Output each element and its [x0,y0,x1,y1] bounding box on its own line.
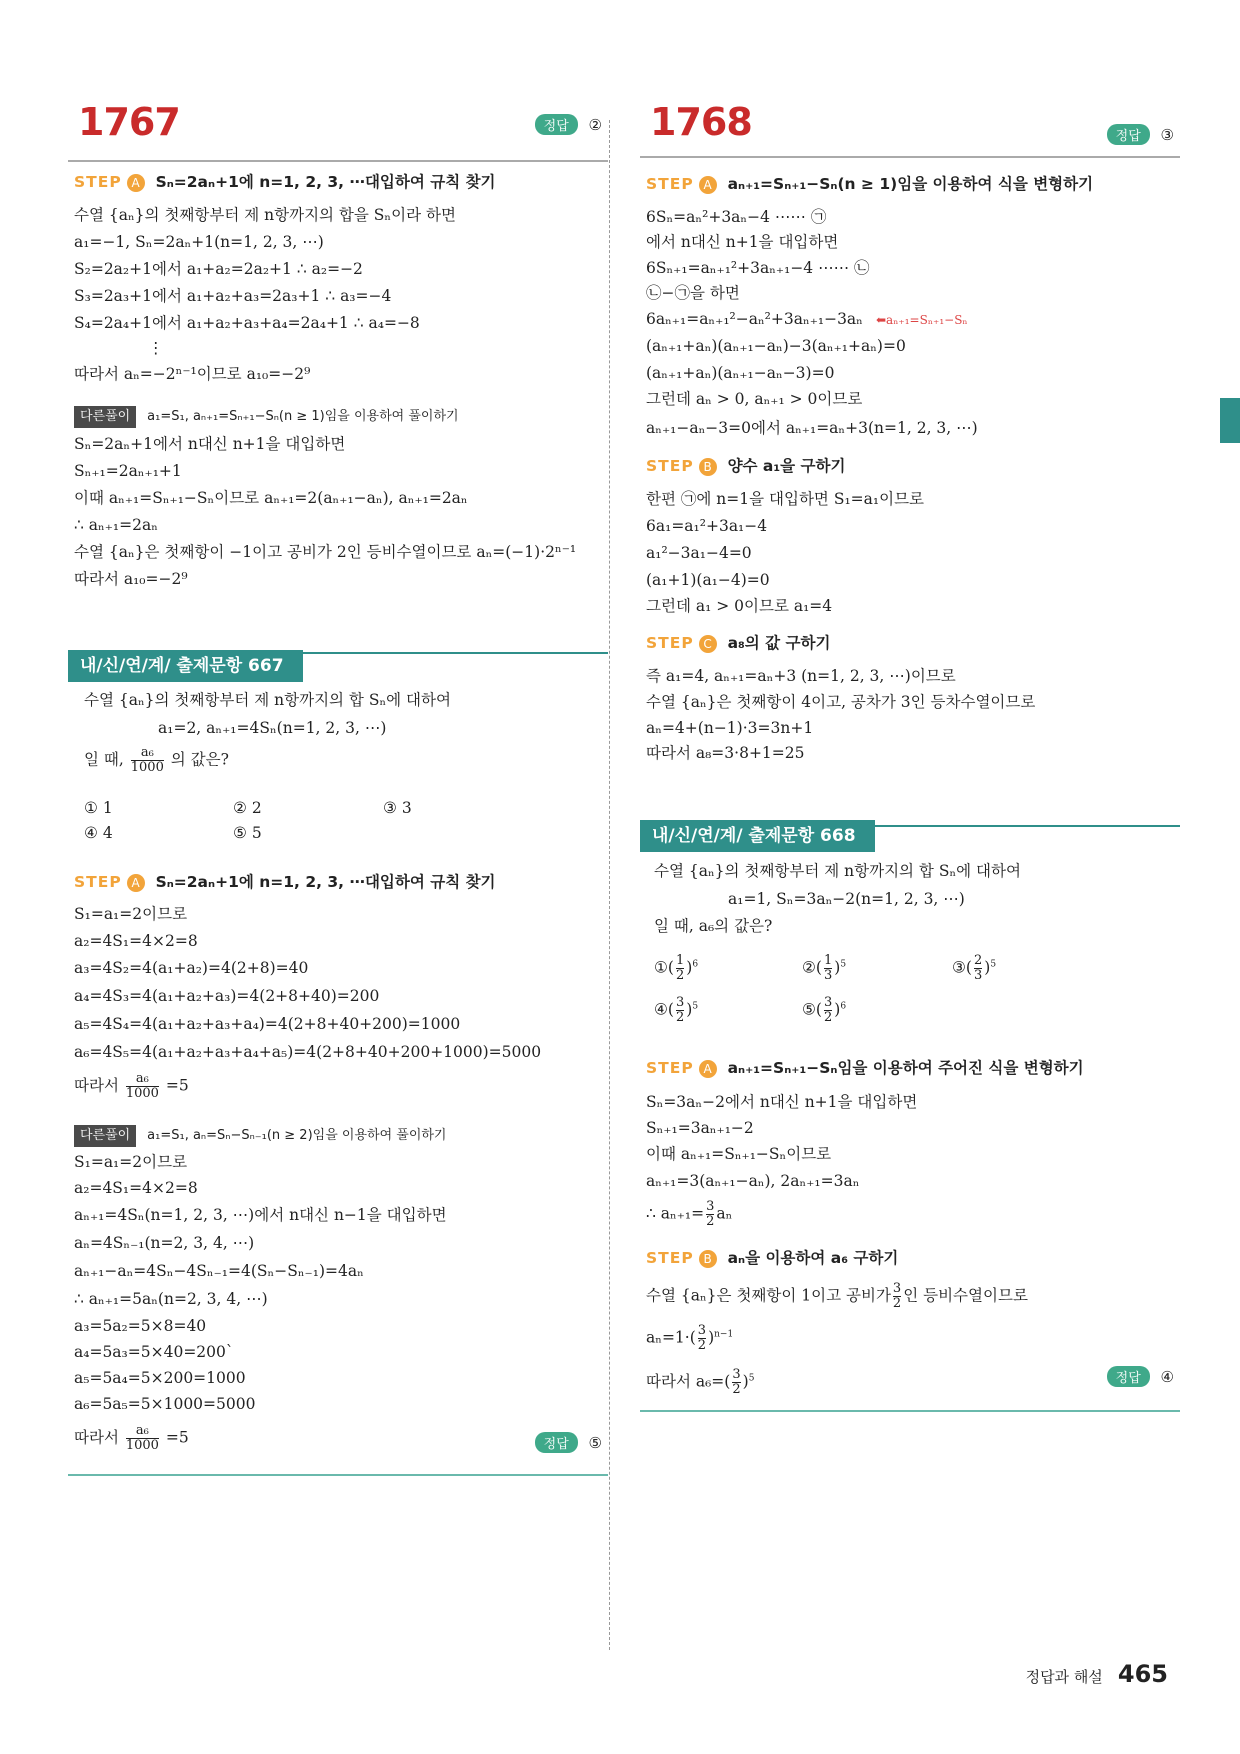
general-term-fraction [698,1324,706,1353]
solution-line: aₙ₊₁=3(aₙ₊₁−aₙ), 2aₙ₊₁=3aₙ [646,1172,860,1190]
answer-tag [1107,124,1174,145]
fraction-denominator: 3 [973,968,983,983]
step-title: Sₙ=2aₙ+1에 n=1, 2, 3, ⋯대입하여 규칙 찾기 [155,873,496,891]
page-number: 465 [1117,1660,1168,1688]
question-line: 일 때, a₆의 값은? [654,917,773,935]
ratio-fraction [893,1282,901,1311]
solution-line: 즉 a₁=4, aₙ₊₁=aₙ+3 (n=1, 2, 3, ⋯)이므로 [646,667,956,685]
answer-value: ⑤ [588,1434,602,1452]
solution-line: a₄=4S₃=4(a₁+a₂+a₃)=4(2+8+40)=200 [74,987,380,1005]
question-line: 수열 {aₙ}의 첫째항부터 제 n항까지의 합 Sₙ에 대하여 [84,691,451,709]
choice-4: ④ 4 [84,824,113,842]
solution-line: 수열 {aₙ}은 첫째항이 4이고, 공차가 3인 등차수열이므로 [646,693,1036,711]
solution-line: a₁=−1, Sₙ=2aₙ+1(n=1, 2, 3, ⋯) [74,233,324,251]
question-fraction [131,746,164,775]
fraction-denominator: 2 [706,1214,715,1229]
solution-line: (aₙ₊₁+aₙ)(aₙ₊₁−aₙ−3)=0 [646,364,835,382]
fraction-numerator: 3 [675,995,685,1010]
final-answer-tag [1107,1366,1174,1387]
solution-line: Sₙ₊₁=3aₙ₊₁−2 [646,1119,754,1137]
choice-mark: ② [802,958,816,977]
conclusion-value: =5 [165,1076,189,1095]
solution-line: a₆=5a₅=5×1000=5000 [74,1395,256,1413]
fraction-numerator: 1 [823,953,833,968]
page-footer [1026,1660,1168,1688]
exponent: 6 [692,959,699,970]
alt-solution-heading-2 [74,1124,447,1147]
problem-number: 1768 [650,100,752,144]
solution-line: a₂=4S₁=4×2=8 [74,1179,198,1197]
exponent: 5 [990,959,997,970]
side-tab-marker [1220,398,1240,443]
answer-label: 정답 [535,1432,578,1453]
question-tail: 의 값은? [170,750,229,769]
step-letter-c: C [699,635,717,653]
solution-line: a₅=5a₄=5×200=1000 [74,1369,246,1387]
solution-line: S₁=a₁=2이므로 [74,905,188,923]
answer-label: 정답 [1107,1366,1150,1387]
fraction-numerator: 2 [973,953,983,968]
question-ask [84,746,229,775]
step-title: aₙ을 이용하여 a₆ 구하기 [727,1249,899,1267]
solution-line: aₙ=4+(n−1)·3=3n+1 [646,719,814,737]
section-end-rule [68,1474,608,1476]
section-end-rule [640,1410,1180,1412]
step-title: 양수 a₁을 구하기 [727,457,846,475]
ratio-post: 인 등비수열이므로 [903,1286,1028,1305]
choice-1: ① 1 [84,799,113,817]
linked-question-banner: 내/신/연/계/ 출제문항 667 [68,650,303,682]
fraction-denominator: 1000 [130,760,164,775]
step-title: aₙ₊₁=Sₙ₊₁−Sₙ(n ≥ 1)임을 이용하여 식을 변형하기 [727,175,1094,193]
problem-header-1768 [640,100,1180,158]
solution-line: S₁=a₁=2이므로 [74,1153,188,1171]
final-answer-tag [535,1432,602,1453]
question-when: 일 때, [84,750,124,769]
choice-fraction [824,954,832,983]
exponent: 5 [748,1373,755,1384]
step-b-heading-2 [646,1248,898,1268]
fraction-numerator: a₆ [135,1071,149,1086]
solution-line: 그런데 a₁ > 0이므로 a₁=4 [646,597,833,615]
choice-2: ② 2 [233,799,262,817]
solution-line: Sₙ=3aₙ−2에서 n대신 n+1을 대입하면 [646,1093,918,1111]
solution-line: 6aₙ₊₁=aₙ₊₁²−aₙ²+3aₙ₊₁−3aₙ [646,310,863,328]
solution-line: (a₁+1)(a₁−4)=0 [646,571,770,589]
choice-fraction [974,954,982,983]
solution-line: a₃=5a₂=5×8=40 [74,1317,207,1335]
solution-line: (aₙ₊₁+aₙ)(aₙ₊₁−aₙ)−3(aₙ₊₁+aₙ)=0 [646,337,906,355]
solution-line: 이때 aₙ₊₁=Sₙ₊₁−Sₙ이므로 [646,1145,832,1163]
step-letter-b: B [699,1250,717,1268]
problem-header-1767 [68,100,608,162]
fraction-denominator: 2 [697,1338,707,1353]
choice-mark: ③ [952,958,966,977]
solution-line: 이때 aₙ₊₁=Sₙ₊₁−Sₙ이므로 aₙ₊₁=2(aₙ₊₁−aₙ), aₙ₊₁=2aₙ [74,489,468,507]
alt-solution-tag: 다른풀이 [74,406,136,428]
solution-line: 6Sₙ=aₙ²+3aₙ−4 ⋯⋯ ㉠ [646,208,827,226]
conclusion-word: 따라서 [74,1428,119,1447]
solution-line: 따라서 aₙ=−2ⁿ⁻¹이므로 a₁₀=−2⁹ [74,365,311,383]
step-title: aₙ₊₁=Sₙ₊₁−Sₙ임을 이용하여 주어진 식을 변형하기 [727,1059,1084,1077]
a6-fraction [732,1368,740,1397]
question-line: 수열 {aₙ}의 첫째항부터 제 n항까지의 합 Sₙ에 대하여 [654,862,1021,880]
solution-line: 한편 ㉠에 n=1을 대입하면 S₁=a₁이므로 [646,490,925,508]
linked-question-banner: 내/신/연/계/ 출제문항 668 [640,820,875,852]
solution-line: S₄=2a₄+1에서 a₁+a₂+a₃+a₄=2a₄+1 ∴ a₄=−8 [74,314,420,332]
solution-line: 6Sₙ₊₁=aₙ₊₁²+3aₙ₊₁−4 ⋯⋯ ㉡ [646,259,870,277]
side-note: ⬅aₙ₊₁=Sₙ₊₁−Sₙ [876,313,968,327]
solution-line: ㉡−㉠을 하면 [646,284,740,302]
a6-pre: 따라서 a₆= [646,1372,725,1391]
conclusion-word: 따라서 [74,1076,119,1095]
step-word: STEP [646,1059,694,1077]
exponent: n−1 [714,1329,734,1340]
therefore-post: aₙ [716,1204,733,1223]
solution-line: 수열 {aₙ}은 첫째항이 −1이고 공비가 2인 등비수열이므로 aₙ=(−1)·2ⁿ⁻¹ [74,543,577,561]
solution-line: 따라서 a₈=3·8+1=25 [646,744,805,762]
a6-line: 따라서 a₆=( $\frac{3}{2}$ )$^5$ [646,1367,755,1397]
answer-value: ③ [1160,126,1174,144]
solution-line: a₅=4S₄=4(a₁+a₂+a₃+a₄)=4(2+8+40+200)=1000 [74,1015,461,1033]
solution-line: ∴ aₙ₊₁=2aₙ [74,516,158,534]
fraction-numerator: 3 [823,995,833,1010]
fraction-denominator: 2 [823,1010,833,1025]
exponent: 5 [692,1001,699,1012]
choice-mark: ④ [654,1000,668,1019]
step-letter-a: A [699,1060,717,1078]
step-letter-a: A [127,174,145,192]
step-word: STEP [646,634,694,652]
step-title: a₈의 값 구하기 [727,634,831,652]
step-c-heading [646,633,830,653]
solution-line: a₂=4S₁=4×2=8 [74,932,198,950]
banner-rule [303,652,608,654]
fraction-denominator: 3 [823,968,833,983]
general-term-pre: aₙ=1· [646,1328,690,1347]
alt-solution-title: a₁=S₁, aₙ=Sₙ−Sₙ₋₁(n ≥ 2)임을 이용하여 풀이하기 [147,1128,447,1143]
step-word: STEP [646,175,694,193]
step-word: STEP [646,1249,694,1267]
fraction-numerator: 3 [892,1281,902,1296]
step-a-heading [646,174,1093,194]
fraction-numerator: a₆ [140,745,154,760]
choice-fraction [676,954,684,983]
solution-line: 수열 {aₙ}의 첫째항부터 제 n항까지의 합을 Sₙ이라 하면 [74,206,456,224]
step-letter-a: A [127,874,145,892]
exponent: 6 [840,1001,847,1012]
step-word: STEP [646,457,694,475]
solution-line: aₙ₊₁−aₙ=4Sₙ−4Sₙ₋₁=4(Sₙ−Sₙ₋₁)=4aₙ [74,1262,364,1280]
choice-5: ⑤ 5 [233,824,262,842]
solution-line: a₃=4S₂=4(a₁+a₂)=4(2+8)=40 [74,959,309,977]
solution-line: a₆=4S₅=4(a₁+a₂+a₃+a₄+a₅)=4(2+8+40+200+1000)=5000 [74,1043,542,1061]
problem-number: 1767 [78,100,180,144]
conclusion-fraction [126,1072,159,1101]
solution-line: S₃=2a₃+1에서 a₁+a₂+a₃=2a₃+1 ∴ a₃=−4 [74,287,392,305]
fraction-numerator: a₆ [135,1423,149,1438]
fraction-numerator: 3 [732,1367,741,1382]
fraction-denominator: 1000 [125,1086,159,1101]
step-b-heading [646,456,845,476]
solution-line: aₙ₊₁−aₙ−3=0에서 aₙ₊₁=aₙ+3(n=1, 2, 3, ⋯) [646,419,978,437]
answer-value: ④ [1160,1368,1174,1386]
solution-line: 에서 n대신 n+1을 대입하면 [646,233,839,251]
choice-mark: ⑤ [802,1000,816,1019]
fraction-denominator: 2 [675,1010,685,1025]
therefore-pre: ∴ aₙ₊₁= [646,1204,705,1223]
fraction-numerator: 3 [697,1323,707,1338]
step-word: STEP [74,873,122,891]
fraction-denominator: 2 [892,1296,902,1311]
step-letter-a: A [699,176,717,194]
fraction-denominator: 1000 [125,1438,159,1453]
choice-3: ③( $\frac{2}{3}$ )$^5$ [952,953,997,983]
fraction-numerator: 1 [675,953,685,968]
alt-solution-heading [74,405,459,428]
conclusion-fraction [126,1424,159,1453]
solution-line: S₂=2a₂+1에서 a₁+a₂=2a₂+1 ∴ a₂=−2 [74,260,363,278]
footer-label: 정답과 해설 [1025,1668,1103,1686]
therefore-fraction [706,1200,714,1229]
choice-4: ④( $\frac{3}{2}$ )$^5$ [654,995,699,1025]
choice-1: ①( $\frac{1}{2}$ )$^6$ [654,953,699,983]
choice-3: ③ 3 [383,799,412,817]
choice-fraction [676,996,684,1025]
choice-5: ⑤( $\frac{3}{2}$ )$^6$ [802,995,847,1025]
step-letter-b: B [699,458,717,476]
step-title: Sₙ=2aₙ+1에 n=1, 2, 3, ⋯대입하여 규칙 찾기 [155,173,496,191]
therefore-line [646,1200,732,1229]
vertical-ellipsis: ⋮ [148,339,164,357]
choice-mark: ① [654,958,668,977]
banner-rule [875,825,1180,827]
solution-line: aₙ₊₁=4Sₙ(n=1, 2, 3, ⋯)에서 n대신 n−1을 대입하면 [74,1206,447,1224]
solution-line: Sₙ=2aₙ+1에서 n대신 n+1을 대입하면 [74,435,346,453]
solution-line: Sₙ₊₁=2aₙ₊₁+1 [74,462,182,480]
question-line: a₁=1, Sₙ=3aₙ−2(n=1, 2, 3, ⋯) [728,890,965,908]
conclusion-line [74,1072,189,1101]
solution-line: ∴ aₙ₊₁=5aₙ(n=2, 3, 4, ⋯) [74,1290,268,1308]
solution-line: 6a₁=a₁²+3a₁−4 [646,517,768,535]
general-term-line: aₙ=1·( $\frac{3}{2}$ )$^{n-1}$ [646,1323,734,1353]
alt-solution-title: a₁=S₁, aₙ₊₁=Sₙ₊₁−Sₙ(n ≥ 1)임을 이용하여 풀이하기 [147,409,459,424]
solution-line: 그런데 aₙ > 0, aₙ₊₁ > 0이므로 [646,390,863,408]
choice-fraction [824,996,832,1025]
ratio-line [646,1282,1028,1311]
answer-label: 정답 [535,114,578,135]
solution-line: aₙ=4Sₙ₋₁(n=2, 3, 4, ⋯) [74,1234,255,1252]
answer-tag [535,114,602,135]
question-line: a₁=2, aₙ₊₁=4Sₙ(n=1, 2, 3, ⋯) [158,719,387,737]
choice-2: ②( $\frac{1}{3}$ )$^5$ [802,953,847,983]
fraction-numerator: 3 [706,1199,715,1214]
step-a-heading [74,172,496,192]
conclusion-value: =5 [165,1428,189,1447]
solution-line: a₁²−3a₁−4=0 [646,544,752,562]
column-divider [609,120,610,1650]
conclusion-line-2 [74,1424,189,1453]
step-a-heading-2 [646,1058,1084,1078]
exponent: 5 [840,959,847,970]
fraction-denominator: 2 [675,968,685,983]
answer-label: 정답 [1107,124,1150,145]
solution-line: a₄=5a₃=5×40=200` [74,1343,234,1361]
fraction-denominator: 2 [732,1382,741,1397]
step-word: STEP [74,173,122,191]
solution-line: 따라서 a₁₀=−2⁹ [74,570,188,588]
alt-solution-tag: 다른풀이 [74,1125,136,1147]
ratio-pre: 수열 {aₙ}은 첫째항이 1이고 공비가 [646,1286,891,1305]
step-a-heading-2 [74,872,496,892]
answer-value: ② [588,116,602,134]
